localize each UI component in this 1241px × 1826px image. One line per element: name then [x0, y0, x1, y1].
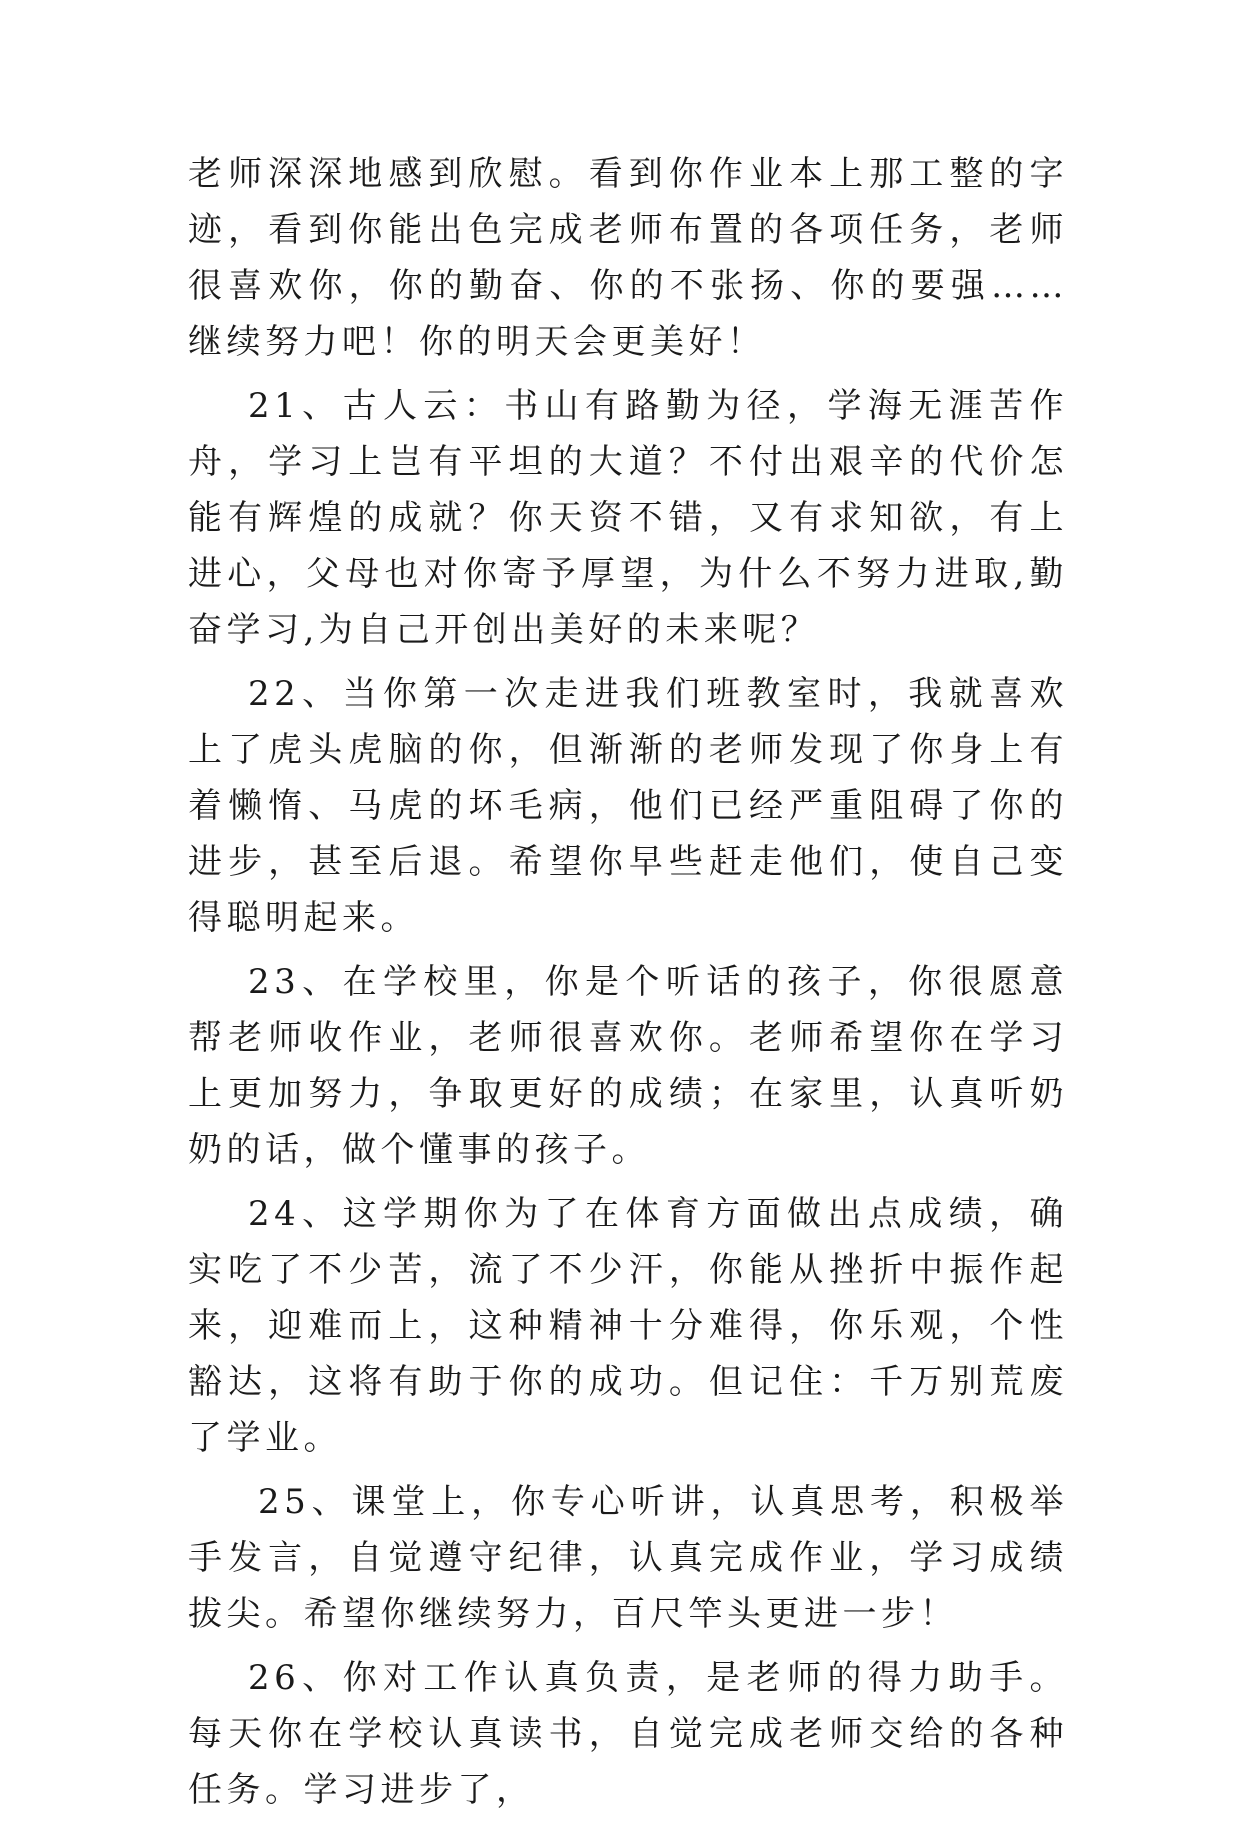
paragraph-item-21: 21、古人云：书山有路勤为径，学海无涯苦作舟，学习上岂有平坦的大道？不付出艰辛的代价怎能有辉煌的成就？你天资不错，又有求知欲，有上进心，父母也对你寄予厚望，为什么不努力进取,勤奋学习,为自己开创出美好的未来呢？	[188, 386, 1068, 650]
paragraph-item-22: 22、当你第一次走进我们班教室时，我就喜欢上了虎头虎脑的你，但渐渐的老师发现了你身上有着懒惰、马虎的坏毛病，他们已经严重阻碍了你的进步，甚至后退。希望你早些赶走他们，使自己变得聪明起来。	[188, 674, 1068, 938]
paragraph-item-23: 23、在学校里，你是个听话的孩子，你很愿意帮老师收作业，老师很喜欢你。老师希望你在学习上更加努力，争取更好的成绩；在家里，认真听奶奶的话，做个懂事的孩子。	[188, 962, 1068, 1170]
document-body	[188, 146, 1068, 1826]
paragraph-item-25: 25、课堂上，你专心听讲，认真思考，积极举手发言，自觉遵守纪律，认真完成作业，学习成绩拔尖。希望你继续努力，百尺竿头更进一步！	[188, 1482, 1068, 1634]
paragraph-item-26: 26、你对工作认真负责，是老师的得力助手。每天你在学校认真读书，自觉完成老师交给的各种任务。学习进步了，	[188, 1658, 1068, 1810]
paragraph-item-24: 24、这学期你为了在体育方面做出点成绩，确实吃了不少苦，流了不少汗，你能从挫折中振作起来，迎难而上，这种精神十分难得，你乐观，个性豁达，这将有助于你的成功。但记住：千万别荒废了学业。	[188, 1194, 1068, 1458]
paragraph-continuation: 老师深深地感到欣慰。看到你作业本上那工整的字迹，看到你能出色完成老师布置的各项任务，老师很喜欢你，你的勤奋、你的不张扬、你的要强……继续努力吧！你的明天会更美好！	[188, 154, 1068, 362]
